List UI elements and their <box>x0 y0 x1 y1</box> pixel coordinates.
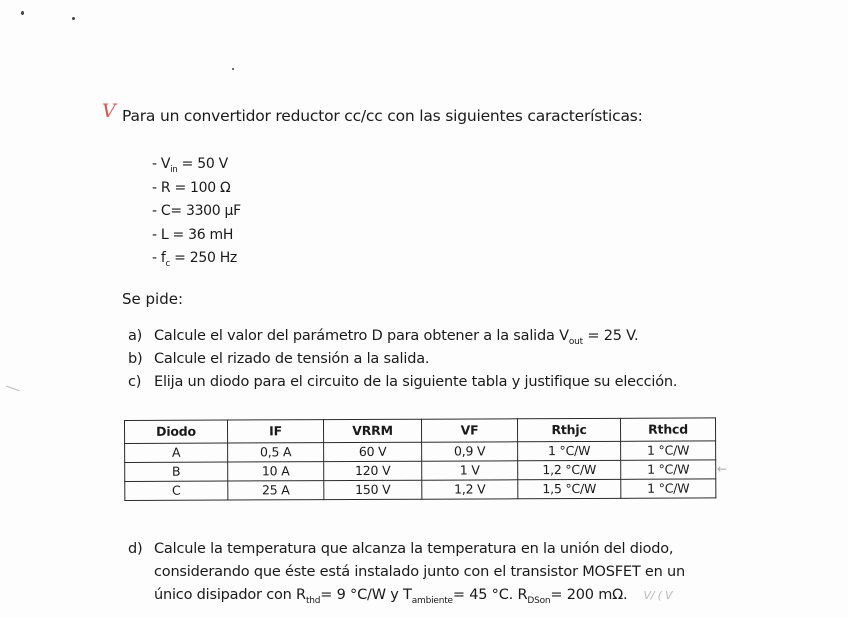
table-cell: 1,5 °C/W <box>518 479 621 498</box>
table-cell: A <box>125 443 228 462</box>
table-cell: 1 °C/W <box>518 441 621 460</box>
problem-intro: Para un convertidor reductor cc/cc con las siguientes características: <box>122 107 643 125</box>
table-cell: 1,2 °C/W <box>518 460 621 479</box>
table-cell: 60 V <box>324 442 422 461</box>
task-c: c) Elija un diodo para el circuito de la siguiente tabla y justifique su elección. <box>128 374 678 390</box>
table-cell: 0,5 A <box>228 443 324 462</box>
table-cell: 1 °C/W <box>621 460 716 479</box>
table-header-row <box>125 418 716 444</box>
col-if: IF <box>228 420 324 443</box>
spec-c: - C= 3300 μF <box>152 203 241 219</box>
col-rthjc: Rthjc <box>517 418 620 441</box>
scan-speck <box>232 68 234 70</box>
spec-l: - L = 36 mH <box>152 226 234 243</box>
col-vrrm: VRRM <box>324 419 422 442</box>
col-vf: VF <box>421 419 517 442</box>
scan-mark <box>6 386 19 392</box>
table-cell: 1 °C/W <box>621 441 716 460</box>
pencil-arrow-mark: ← <box>717 462 728 476</box>
se-pide-heading: Se pide: <box>122 290 184 308</box>
table-cell: 1 V <box>422 461 518 480</box>
scan-speck <box>21 11 24 15</box>
faint-pencil-note: V/ ( V <box>643 589 673 602</box>
handwritten-check-mark: V <box>102 100 116 122</box>
task-b: b) Calcule el rizado de tensión a la salida. <box>128 351 430 367</box>
table-cell: C <box>125 481 228 500</box>
diode-table <box>124 417 716 501</box>
spec-vin: - $V_{in} = 50$ V <box>152 156 228 175</box>
table-cell: 1,2 V <box>422 480 518 499</box>
table-cell: B <box>125 462 228 481</box>
table-cell: 150 V <box>324 480 422 499</box>
scan-speck <box>72 17 75 20</box>
table-cell: 120 V <box>324 461 422 480</box>
spec-fc: - $f_c = 250$ Hz <box>152 250 237 269</box>
task-d-letter: d) <box>128 541 143 557</box>
task-a: a) Calcule el valor del parámetro D para obtener a la salida $V_{out} = 25$ V. <box>128 328 639 347</box>
table-row <box>125 441 716 463</box>
spec-list <box>152 153 241 271</box>
table-cell: 25 A <box>228 481 324 500</box>
spec-r: - R = 100 Ω <box>152 179 231 196</box>
task-d-line: Calcule la temperatura que alcanza la temperatura en la unión del diodo, <box>154 541 674 557</box>
task-d-line: único disipador con $R_{thd}= 9$ °C/W y $T_{ambiente}= 45$ °C. $R_{DSon}= 200$ mΩ. V/ ( V <box>154 587 673 606</box>
table-cell: 10 A <box>228 462 324 481</box>
task-d-line: considerando que éste está instalado junto con el transistor MOSFET en un <box>154 564 686 580</box>
table-cell: 1 °C/W <box>621 479 716 498</box>
col-rthcd: Rthcd <box>620 418 715 441</box>
table-cell: 0,9 V <box>422 442 518 461</box>
task-list <box>128 325 677 394</box>
table-row <box>125 460 716 482</box>
col-diodo: Diodo <box>125 420 228 443</box>
table-row <box>125 479 716 501</box>
task-d <box>130 538 685 613</box>
